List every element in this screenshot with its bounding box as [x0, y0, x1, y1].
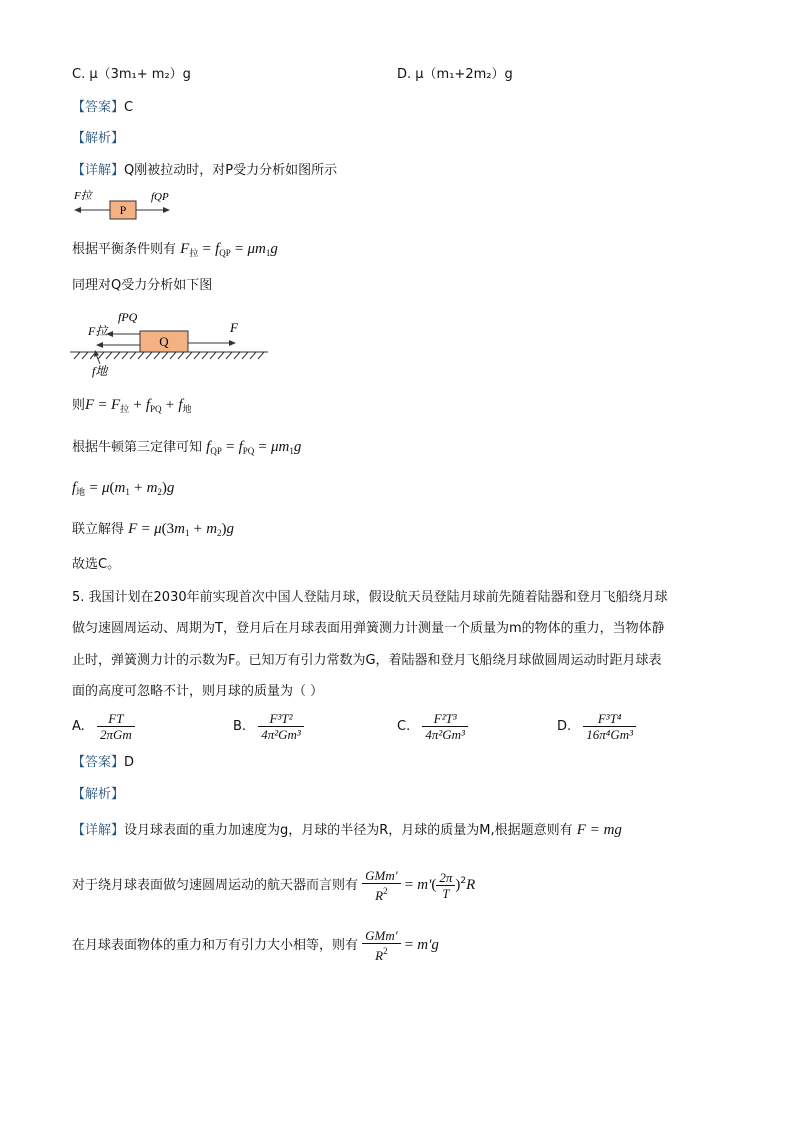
- q5-line-2: 做匀速圆周运动、周期为T，登月后在月球表面用弹簧测力计测量一个质量为m的物体的重力，当物体静: [72, 621, 665, 636]
- conclusion: 故选C。: [72, 557, 121, 572]
- detail-equation: F = mg: [576, 822, 622, 838]
- answer-value: D: [124, 755, 135, 770]
- ground-friction-eq: $f_地 = \mu(m_1 + m_2)g$: [72, 480, 175, 497]
- option-c-fraction: $\frac{\text{F²T³}}{\text{4π²Gm³}}$: [422, 711, 468, 742]
- q5-option-d: D. $\frac{\text{F³T⁴}}{\text{16π⁴Gm³}}$: [557, 711, 636, 742]
- ground-hatch: [74, 352, 264, 359]
- q5-analysis-tag: 【解析】: [72, 787, 125, 802]
- then-text: 则: [72, 398, 86, 413]
- solve-text: 联立解得: [72, 522, 125, 537]
- option-c: C. μ（3m₁+ m₂）g: [72, 67, 191, 82]
- q5-option-c: C. $\frac{\text{F²T³}}{\text{4π²Gm³}}$: [397, 711, 468, 742]
- f-pq-label: fPQ: [118, 310, 138, 324]
- q5-line-3: 止时，弹簧测力计的示数为F。已知万有引力常数为G，着陆器和登月飞船绕月球做圆周运动时距月球表: [72, 653, 662, 668]
- newton-text: 根据牛顿第三定律可知: [72, 440, 203, 455]
- same-line: 同理对Q受力分析如下图: [72, 278, 213, 293]
- q5-line-4: 面的高度可忽略不计，则月球的质量为（ ）: [72, 684, 324, 699]
- q5-option-b: B. $\frac{\text{F³T²}}{\text{4π²Gm³}}$: [233, 711, 304, 742]
- orbit-fraction: $\frac{\text{GMm'}}{R^2}$: [362, 868, 400, 903]
- detail-text: Q刚被拉动时，对P受力分析如图所示: [124, 163, 338, 178]
- then-line: 则$F = F_拉 + f_{PQ} + f_地$: [72, 397, 192, 414]
- q5-answer-line: [72, 754, 134, 772]
- gravity-text: 在月球表面物体的重力和万有引力大小相等，则有: [72, 938, 359, 953]
- option-b-fraction: $\frac{\text{F³T²}}{\text{4π²Gm³}}$: [258, 711, 304, 742]
- f-pull-label: F拉: [88, 324, 108, 338]
- answer-tag: 【答案】: [72, 755, 125, 770]
- q-force-diagram: [70, 304, 275, 380]
- detail-tag: 【详解】: [72, 163, 125, 178]
- q5-orbit-line: 对于绕月球表面做匀速圆周运动的航天器而言则有 $\frac{\text{GMm'}}{R^2}$ = m'( $\frac{2\pi}{T}$ )$^2$R: [72, 868, 476, 903]
- orbit-text: 对于绕月球表面做匀速圆周运动的航天器而言则有: [72, 878, 359, 893]
- option-a-fraction: $\frac{FT}{\text{2πGm}}$: [97, 711, 135, 742]
- f-label: F: [230, 320, 238, 335]
- f-qp-label: fQP: [151, 191, 169, 203]
- detail-tag: 【详解】: [72, 823, 125, 838]
- solve-line: 联立解得 $F = \mu(3m_1 + m_2)g$: [72, 521, 235, 538]
- arrow-right-icon: [229, 340, 236, 346]
- detail-text: 设月球表面的重力加速度为g，月球的半径为R，月球的质量为M,根据题意则有: [124, 823, 573, 838]
- q5-option-a: A. $\frac{FT}{\text{2πGm}}$: [72, 711, 135, 742]
- option-d: D. μ（m₁+2m₂）g: [397, 67, 513, 82]
- detail-line: [72, 162, 337, 180]
- answer-tag: 【答案】: [72, 100, 125, 115]
- answer-line: [72, 99, 133, 117]
- arrow-up-icon: [94, 350, 99, 357]
- period-fraction: $\frac{2\pi}{T}$: [436, 870, 455, 901]
- gravity-fraction: $\frac{\text{GMm'}}{R^2}$: [362, 928, 400, 963]
- block-p-label: P: [119, 203, 127, 217]
- block-q-label: Q: [159, 334, 169, 349]
- answer-value: C: [124, 100, 134, 115]
- arrow-left-icon: [74, 207, 81, 213]
- option-d-fraction: $\frac{\text{F³T⁴}}{\text{16π⁴Gm³}}$: [583, 711, 636, 742]
- q5-gravity-line: 在月球表面物体的重力和万有引力大小相等，则有 $\frac{\text{GMm'}}{R^2}$ = m'g: [72, 928, 439, 963]
- q5-line-1: 5. 我国计划在2030年前实现首次中国人登陆月球，假设航天员登陆月球前先随着陆器和登月飞船绕月球: [72, 590, 668, 605]
- arrow-right-icon: [163, 207, 170, 213]
- arrow-left-icon: [96, 342, 103, 348]
- balance-line: 根据平衡条件则有 $F_拉 = f_{QP} = \mu m_1g$: [72, 241, 278, 258]
- balance-text: 根据平衡条件则有: [72, 242, 177, 257]
- q5-detail-line: [72, 821, 622, 840]
- f-pull-label: F拉: [74, 190, 92, 202]
- analysis-tag: 【解析】: [72, 131, 125, 146]
- f-ground-label: f地: [92, 364, 108, 378]
- newton-line: 根据牛顿第三定律可知 $f_{QP} = f_{PQ} = \mu m_1g$: [72, 439, 302, 456]
- p-force-diagram: [70, 188, 180, 224]
